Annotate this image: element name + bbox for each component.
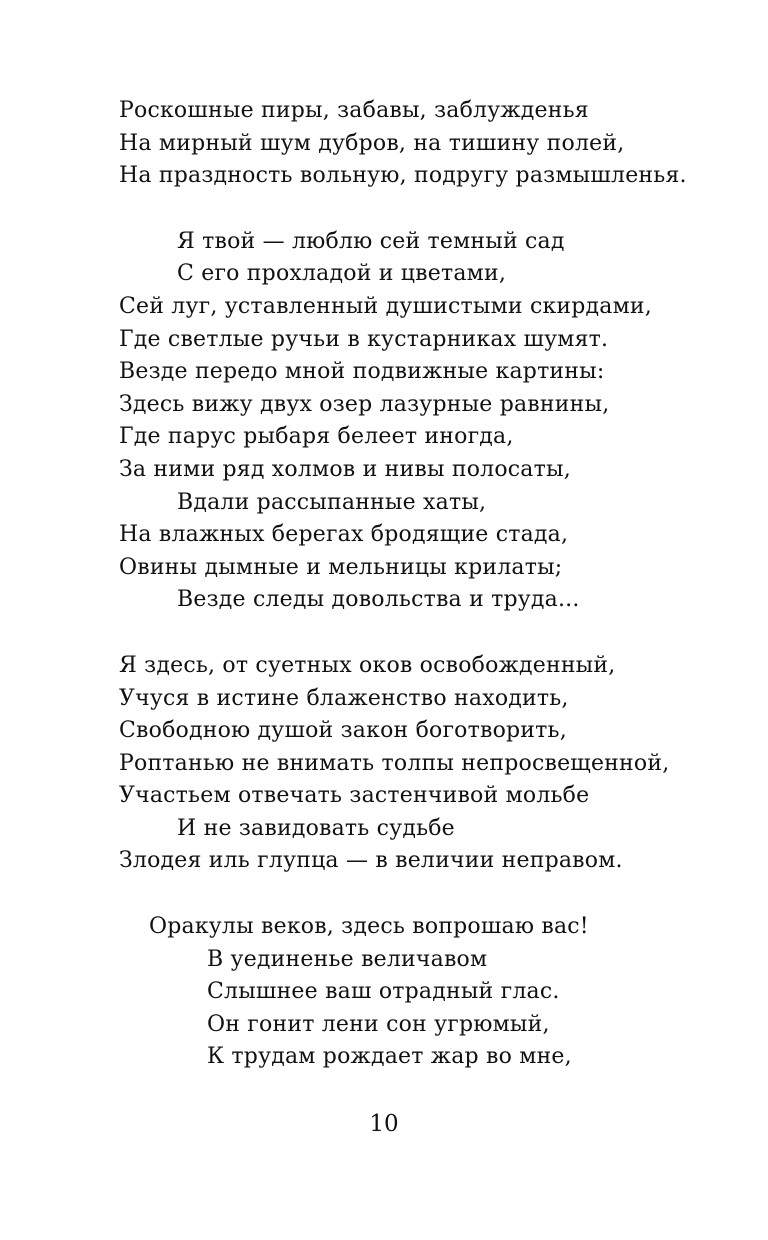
poem-line: Злодея иль глупца — в величии неправом. — [119, 848, 623, 874]
poem-text — [119, 95, 739, 1074]
poem-line: Участьем отвечать застенчивой мольбе — [119, 783, 590, 809]
poem-line: Вдали рассыпанные хаты, — [177, 489, 487, 515]
poem-line: К трудам рождает жар во мне, — [207, 1044, 572, 1070]
poem-line: Я твой — люблю сей темный сад — [177, 228, 565, 254]
poem-line: Где светлые ручьи в кустарниках шумят. — [119, 326, 609, 352]
poem-line: Везде следы довольства и труда... — [177, 587, 580, 613]
poem-line: Везде передо мной подвижные картины: — [119, 359, 605, 385]
poem-line: Овины дымные и мельницы крилаты; — [119, 554, 563, 580]
poem-line: Слышнее ваш отрадный глас. — [207, 979, 560, 1005]
poem-line: На влажных берегах бродящие стада, — [119, 522, 569, 548]
poem-line: За ними ряд холмов и нивы полосаты, — [119, 456, 571, 482]
poem-line: В уединенье величавом — [207, 946, 488, 972]
stanza — [119, 95, 739, 193]
poem-line: Он гонит лени сон угрюмый, — [207, 1011, 550, 1037]
stanza — [119, 226, 739, 617]
poem-line: Я здесь, от суетных оков освобожденный, — [119, 652, 616, 678]
poem-line: Где парус рыбаря белеет иногда, — [119, 424, 514, 450]
stanza — [119, 650, 739, 878]
poem-line: Свободною душой закон боготворить, — [119, 718, 567, 744]
stanza — [119, 911, 739, 1074]
poem-line: С его прохладой и цветами, — [177, 261, 507, 287]
poem-line: Оракулы веков, здесь вопрошаю вас! — [149, 914, 589, 940]
poem-line: Учуся в истине блаженство находить, — [119, 685, 569, 711]
poem-line: Роскошные пиры, забавы, заблужденья — [119, 98, 589, 123]
poem-line: На мирный шум дубров, на тишину полей, — [119, 130, 625, 156]
page-number: 10 — [369, 1111, 399, 1137]
poem-line: Сей луг, уставленный душистыми скирдами, — [119, 293, 652, 319]
poem-line: И не завидовать судьбе — [177, 815, 455, 841]
poem-line: На праздность вольную, подругу размышленья. — [119, 163, 687, 189]
stanza-break — [119, 878, 739, 911]
stanza-break — [119, 617, 739, 650]
poem-line: Роптанью не внимать толпы непросвещенной, — [119, 750, 670, 776]
poem-line: Здесь вижу двух озер лазурные равнины, — [119, 391, 610, 417]
stanza-break — [119, 193, 739, 226]
